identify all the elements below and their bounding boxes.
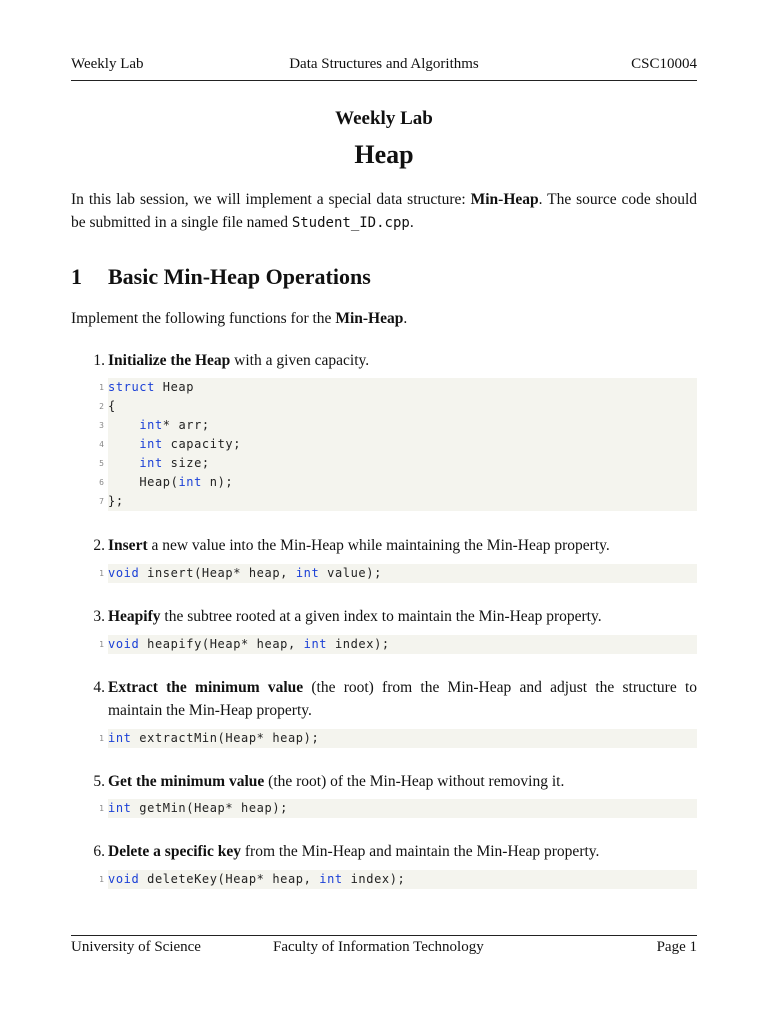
line-number: 1 (99, 734, 104, 743)
code-text: Heap (154, 380, 195, 394)
item-bold: Extract the minimum value (108, 679, 304, 696)
list-item (89, 840, 697, 863)
header-right: CSC10004 (631, 56, 697, 72)
code-keyword: int (108, 801, 132, 815)
code-text: n); (201, 475, 234, 489)
footer-left: University of Science (71, 939, 201, 955)
code-line (99, 473, 697, 492)
code-text: getMin(Heap* heap); (131, 801, 288, 815)
code-keyword: int (303, 637, 328, 651)
item-bold: Heapify (108, 608, 161, 625)
code-line (99, 870, 697, 889)
code-keyword: int (139, 456, 163, 470)
section-title: Basic Min-Heap Operations (108, 264, 371, 289)
code-text: Heap( (139, 475, 179, 489)
list-item (89, 770, 697, 793)
code-text: heapify(Heap* heap, (139, 637, 304, 651)
item-text: (the root) from the Min-Heap and adjust the structure to maintain the Min-Heap property. (108, 679, 697, 719)
section-intro (71, 310, 697, 328)
code-text: size; (162, 456, 210, 470)
code-keyword: int (108, 731, 132, 745)
doc-title: Heap (354, 140, 414, 169)
item-text: the subtree rooted at a given index to maintain the Min-Heap property. (160, 608, 602, 625)
code-keyword: int (295, 566, 320, 580)
code-line (99, 799, 697, 818)
line-number: 1 (99, 569, 104, 578)
intro-paragraph (71, 188, 697, 235)
line-number: 1 (99, 875, 104, 884)
code-text: extractMin(Heap* heap); (131, 731, 320, 745)
page-footer (71, 939, 697, 959)
item-text: with a given capacity. (230, 352, 370, 369)
section-intro-text: Implement the following functions for the (71, 310, 336, 327)
page-header (71, 56, 697, 76)
item-number: 1. (93, 352, 105, 369)
line-number: 2 (99, 402, 104, 411)
code-keyword: void (108, 566, 140, 580)
intro-bold: Min-Heap (470, 191, 539, 208)
item-number: 5. (93, 773, 105, 790)
line-number: 1 (99, 383, 104, 392)
doc-subtitle: Weekly Lab (335, 108, 433, 129)
line-number: 6 (99, 478, 104, 487)
header-center: Data Structures and Algorithms (289, 56, 479, 72)
footer-right: Page 1 (656, 939, 697, 955)
code-keyword: struct (108, 380, 155, 394)
list-item (89, 605, 697, 628)
header-left: Weekly Lab (71, 56, 144, 72)
code-keyword: void (108, 872, 140, 886)
line-number: 7 (99, 497, 104, 506)
code-keyword: void (108, 637, 140, 651)
line-number: 3 (99, 421, 104, 430)
intro-filename: Student_ID.cpp (291, 215, 410, 231)
intro-text-1: In this lab session, we will implement a special data structure: (71, 191, 471, 208)
code-line (99, 635, 697, 654)
item-bold: Insert (108, 537, 148, 554)
code-line (99, 492, 697, 511)
code-keyword: int (139, 437, 163, 451)
item-number: 4. (93, 679, 105, 696)
item-number: 2. (93, 537, 105, 554)
code-block-heapify (99, 635, 697, 654)
item-bold: Initialize the Heap (108, 352, 231, 369)
code-block-deletekey (99, 870, 697, 889)
footer-center: Faculty of Information Technology (273, 939, 484, 955)
line-number: 1 (99, 804, 104, 813)
code-text: value); (319, 566, 382, 580)
section-intro-end: . (403, 310, 408, 327)
code-line (99, 435, 697, 454)
code-text: index); (342, 872, 406, 886)
code-text: { (108, 399, 116, 413)
code-line (99, 416, 697, 435)
code-block-struct (99, 378, 697, 511)
code-text: * arr; (162, 418, 210, 432)
line-number: 1 (99, 640, 104, 649)
code-text: }; (108, 494, 124, 508)
intro-text-3: . (409, 214, 414, 231)
section-number: 1 (71, 264, 82, 289)
item-number: 6. (93, 843, 105, 860)
item-number: 3. (93, 608, 105, 625)
section-intro-bold: Min-Heap (335, 310, 404, 327)
code-text: deleteKey(Heap* heap, (139, 872, 320, 886)
code-text: index); (327, 637, 390, 651)
list-item (89, 676, 697, 722)
line-number: 5 (99, 459, 104, 468)
code-keyword: int (139, 418, 163, 432)
code-block-getmin (99, 799, 697, 818)
footer-rule (71, 935, 697, 936)
item-bold: Get the minimum value (108, 773, 265, 790)
code-text: capacity; (162, 437, 242, 451)
header-rule (71, 80, 697, 81)
code-line (99, 378, 697, 397)
code-text: insert(Heap* heap, (139, 566, 296, 580)
list-item (89, 534, 697, 557)
item-bold: Delete a specific key (108, 843, 241, 860)
intro-text-2: . The source code should be submitted in a single file named (71, 191, 698, 231)
item-text: a new value into the Min-Heap while maintaining the Min-Heap property. (147, 537, 610, 554)
section-heading (71, 264, 697, 290)
code-line (99, 454, 697, 473)
code-line (99, 564, 697, 583)
code-block-extractmin (99, 729, 697, 748)
line-number: 4 (99, 440, 104, 449)
code-line (99, 729, 697, 748)
item-text: (the root) of the Min-Heap without removing it. (264, 773, 565, 790)
code-keyword: int (178, 475, 202, 489)
list-item (89, 349, 697, 372)
code-line (99, 397, 697, 416)
item-text: from the Min-Heap and maintain the Min-Heap property. (241, 843, 600, 860)
code-keyword: int (319, 872, 343, 886)
code-block-insert (99, 564, 697, 583)
